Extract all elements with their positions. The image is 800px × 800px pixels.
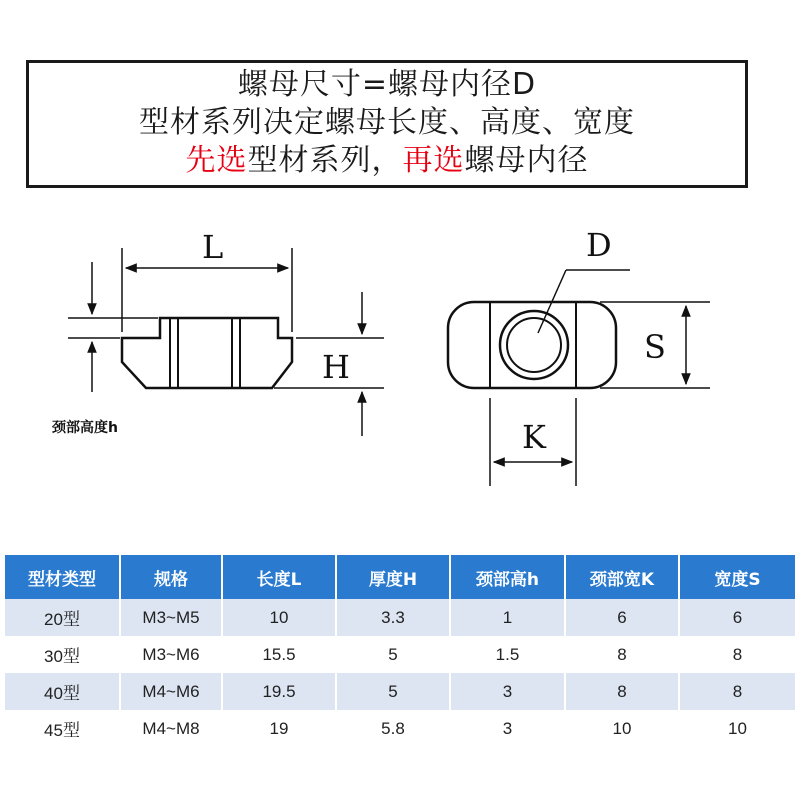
table-row xyxy=(5,636,795,673)
table-cell: 8 xyxy=(679,636,795,673)
title-line-3 xyxy=(29,142,745,180)
col-header-neck-height: 颈部高h xyxy=(450,555,565,599)
top-view xyxy=(448,270,710,486)
col-header-neck-width: 颈部宽K xyxy=(565,555,679,599)
col-header-spec: 规格 xyxy=(120,555,222,599)
table-cell: 5 xyxy=(336,636,450,673)
label-neck-height: 颈部高度h xyxy=(52,420,118,436)
table-cell: 5.8 xyxy=(336,710,450,747)
then-select-text: 再选 xyxy=(402,143,465,178)
side-view xyxy=(68,248,384,436)
table-cell: 10 xyxy=(222,599,336,636)
table-cell: 5 xyxy=(336,673,450,710)
table-cell: 19.5 xyxy=(222,673,336,710)
table-cell: 1.5 xyxy=(450,636,565,673)
table-row xyxy=(5,710,795,747)
table-cell: 10 xyxy=(565,710,679,747)
table-cell: 8 xyxy=(565,636,679,673)
table-row xyxy=(5,599,795,636)
t-nut-dimension-diagram xyxy=(0,205,800,505)
table-cell: 20型 xyxy=(5,599,120,636)
title-box xyxy=(26,60,748,188)
table-cell: 8 xyxy=(679,673,795,710)
table-cell: M4~M6 xyxy=(120,673,222,710)
label-L: L xyxy=(202,228,224,266)
table-cell: 19 xyxy=(222,710,336,747)
table-cell: 3 xyxy=(450,673,565,710)
table-cell: 10 xyxy=(679,710,795,747)
col-header-thickness: 厚度H xyxy=(336,555,450,599)
table-cell: 45型 xyxy=(5,710,120,747)
table-header-row xyxy=(5,555,795,599)
table-cell: 40型 xyxy=(5,673,120,710)
table-row xyxy=(5,673,795,710)
label-K: K xyxy=(522,418,546,456)
col-header-length: 长度L xyxy=(222,555,336,599)
label-S: S xyxy=(644,328,666,366)
table-cell: M4~M8 xyxy=(120,710,222,747)
title-line-2: 型材系列决定螺母长度、高度、宽度 xyxy=(139,105,635,140)
table-cell: M3~M6 xyxy=(120,636,222,673)
table-cell: 1 xyxy=(450,599,565,636)
col-header-width: 宽度S xyxy=(679,555,795,599)
spec-table xyxy=(5,555,795,747)
col-header-profile-type: 型材类型 xyxy=(5,555,120,599)
dimension-labels xyxy=(202,226,666,456)
table-cell: 15.5 xyxy=(222,636,336,673)
label-H: H xyxy=(322,348,350,386)
table-cell: 3 xyxy=(450,710,565,747)
nut-diameter-text: 螺母内径 xyxy=(464,143,589,178)
label-D: D xyxy=(586,226,612,264)
table-cell: 8 xyxy=(565,673,679,710)
table-cell: 6 xyxy=(679,599,795,636)
table-cell: 3.3 xyxy=(336,599,450,636)
table-cell: M3~M5 xyxy=(120,599,222,636)
profile-series-text: 型材系列， xyxy=(247,143,403,178)
first-select-text: 先选 xyxy=(185,143,248,178)
table-cell: 30型 xyxy=(5,636,120,673)
title-line-1: 螺母尺寸=螺母内径D xyxy=(237,67,537,102)
table-cell: 6 xyxy=(565,599,679,636)
